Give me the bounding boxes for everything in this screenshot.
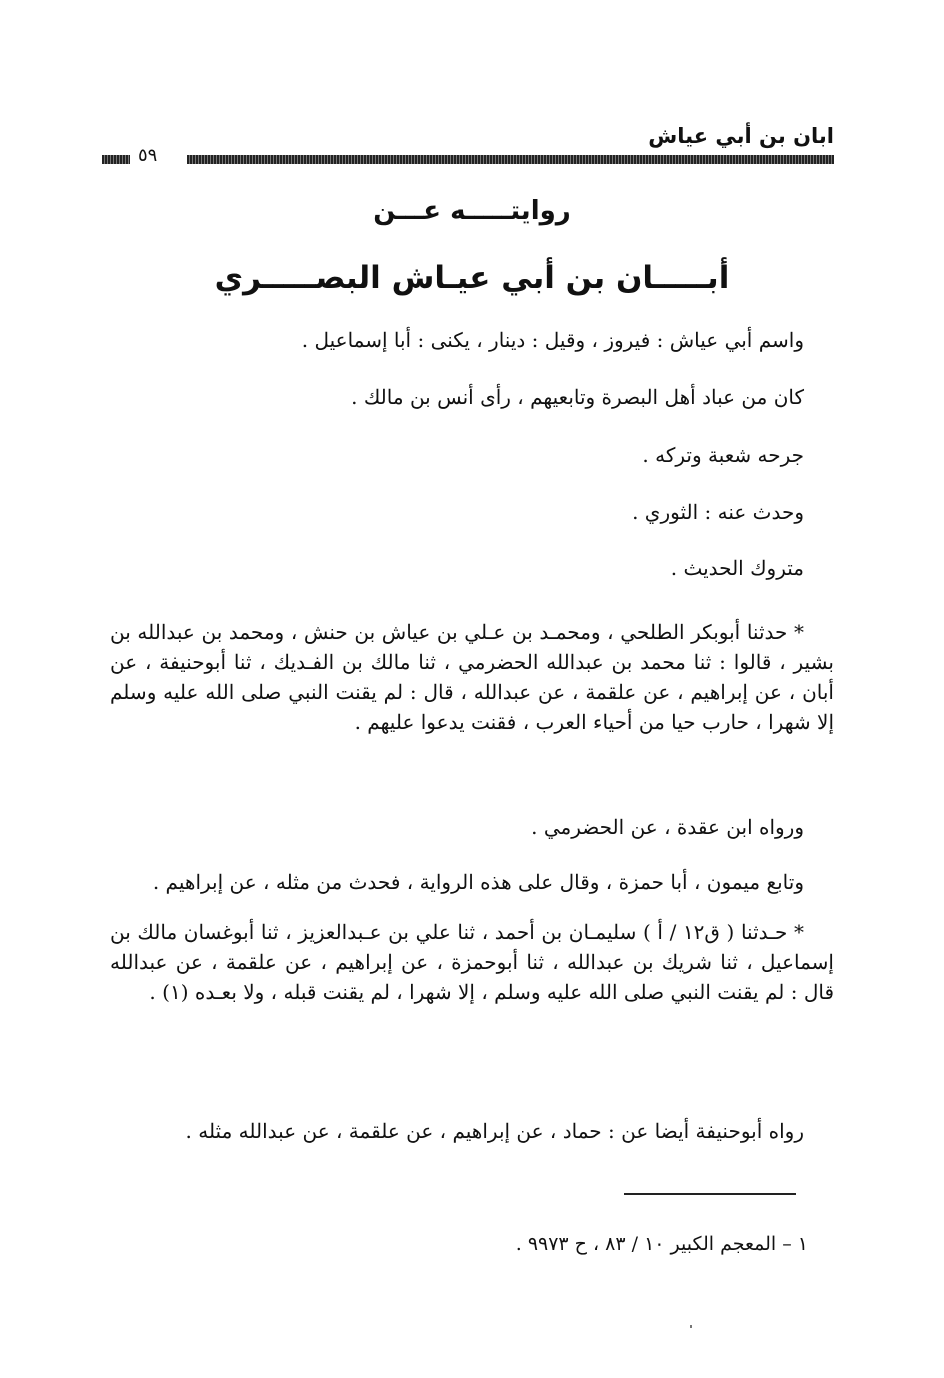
hadith-paragraph-2: * حـدثنا ( ق١٢ / أ ) سليمـان بن أحمد ، ثنا علي بن عـبدالعزيز ، ثنا أبوغسان مالك بن إسماعيل ، ثنا شريك بن عبدالله ، ثنا أبوحمزة ، عن إبراهيم ، عن علقمة ، عن عبدالله قال : لم يقنت النبي صلى الله عليه وسلم ، إلا شهرا ، لم يقنت قبله ، ولا بعـده (١) . xyxy=(110,920,834,1004)
intro-line-status: متروك الحديث . xyxy=(670,556,804,580)
running-header-title: ابان بن أبي عياش xyxy=(648,124,834,148)
footnote-separator xyxy=(624,1193,796,1195)
intro-line-narrators: وحدث عنه : الثوري . xyxy=(632,500,804,524)
hadith-paragraph-1: * حدثنا أبوبكر الطلحي ، ومحمـد بن عـلي بن عياش بن حنش ، ومحمد بن عبدالله بن بشير ، قالوا : ثنا محمد بن عبدالله الحضرمي ، ثنا مالك بن الفـديك ، ثنا أبوحنيفة ، عن أبان ، عن إبراهيم ، عن علقمة ، عن عبدالله ، قال : لم يقنت النبي صلى الله عليه وسلم إلا شهرا ، حارب حيا من أحياء العرب ، فقنت يدعوا عليهم . xyxy=(110,620,834,734)
intro-line-criticism: جرحه شعبة وتركه . xyxy=(642,443,804,467)
intro-line-name: واسم أبي عياش : فيروز ، وقيل : دينار ، يكنى : أبا إسماعيل . xyxy=(301,328,804,352)
header-rule xyxy=(187,155,834,164)
hadith-note-1: ورواه ابن عقدة ، عن الحضرمي . xyxy=(531,815,804,839)
page-number-ornament xyxy=(102,155,130,164)
hadith-note-2: وتابع ميمون ، أبا حمزة ، وقال على هذه الرواية ، فحدث من مثله ، عن إبراهيم . xyxy=(152,870,804,894)
footnote-1: ١ – المعجم الكبير ١٠ / ٨٣ ، ح ٩٩٧٣ . xyxy=(515,1233,808,1255)
hadith-note-3: رواه أبوحنيفة أيضا عن : حماد ، عن إبراهيم ، عن علقمة ، عن عبدالله مثله . xyxy=(185,1119,804,1143)
section-heading-line-1: روايتـــــه عـــن xyxy=(373,196,571,226)
section-heading-line-2: أبـــــان بن أبي عيـاش البصـــــري xyxy=(214,260,730,296)
scan-speck xyxy=(690,1325,692,1328)
intro-line-origin: كان من عباد أهل البصرة وتابعيهم ، رأى أنس بن مالك . xyxy=(351,385,804,409)
page-number: ٥٩ xyxy=(138,145,158,166)
